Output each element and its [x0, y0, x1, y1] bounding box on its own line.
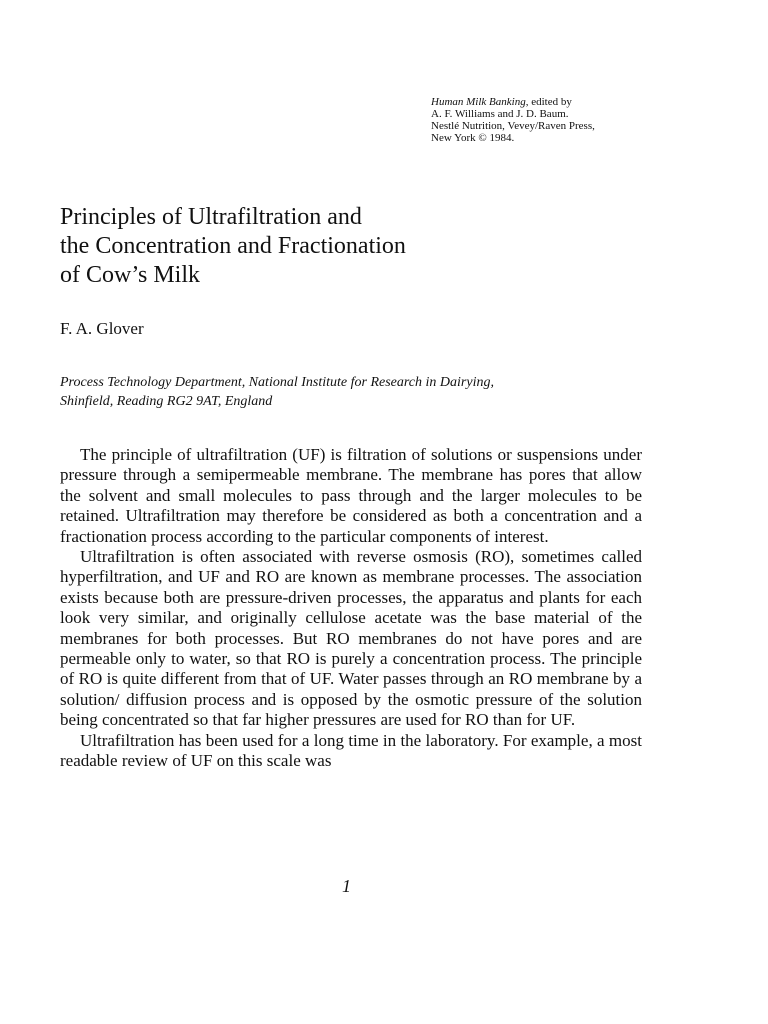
body-paragraph: Ultrafiltration is often associated with reverse osmosis (RO), sometimes called hyperfiltration, and UF and RO are known as membrane processes. The association exists because both are pressure-driven processes, the apparatus and plants for each look very similar, and originally cellulose acetate was the base material of the membranes for both processes. But RO membranes do not have pores and are permeable only to water, so that RO is purely a concentration process. The principle of RO is quite different from that of UF. Water passes through an RO membrane by a solution/ diffusion process and is opposed by the osmotic pressure of the solution being concentrated so that far higher pressures are used for RO than for UF.	[60, 547, 642, 730]
citation-editor-note: , edited by	[525, 96, 572, 108]
title-line-1: Principles of Ultrafiltration and	[60, 204, 362, 230]
citation-line-3: Nestlé Nutrition, Vevey/Raven Press,	[431, 120, 595, 132]
author-name: F. A. Glover	[60, 319, 144, 338]
paper-title	[60, 203, 740, 290]
citation-line-4: New York © 1984.	[431, 132, 515, 144]
affiliation-line-2: Shinfield, Reading RG2 9AT, England	[60, 394, 273, 409]
affiliation-line-1: Process Technology Department, National Institute for Research in Dairying,	[60, 375, 494, 390]
body-text	[60, 445, 642, 772]
page-number: 1	[342, 876, 351, 896]
title-line-2: the Concentration and Fractionation	[60, 233, 406, 259]
citation-book-title: Human Milk Banking	[431, 96, 526, 108]
citation-line-1	[431, 96, 731, 108]
citation-line-2: A. F. Williams and J. D. Baum.	[431, 108, 569, 120]
body-paragraph: The principle of ultrafiltration (UF) is filtration of solutions or suspensions under pressure through a semipermeable membrane. The membrane has pores that allow the solvent and small molecules to pass through and the larger molecules to be retained. Ultrafiltration may therefore be considered as both a concentration and a fractionation process according to the particular components of interest.	[60, 445, 642, 546]
citation-block	[431, 96, 731, 144]
title-line-3: of Cow’s Milk	[60, 262, 201, 288]
author-affiliation	[60, 373, 740, 411]
body-paragraph: Ultrafiltration has been used for a long time in the laboratory. For example, a most readable review of UF on this scale was	[60, 730, 642, 771]
